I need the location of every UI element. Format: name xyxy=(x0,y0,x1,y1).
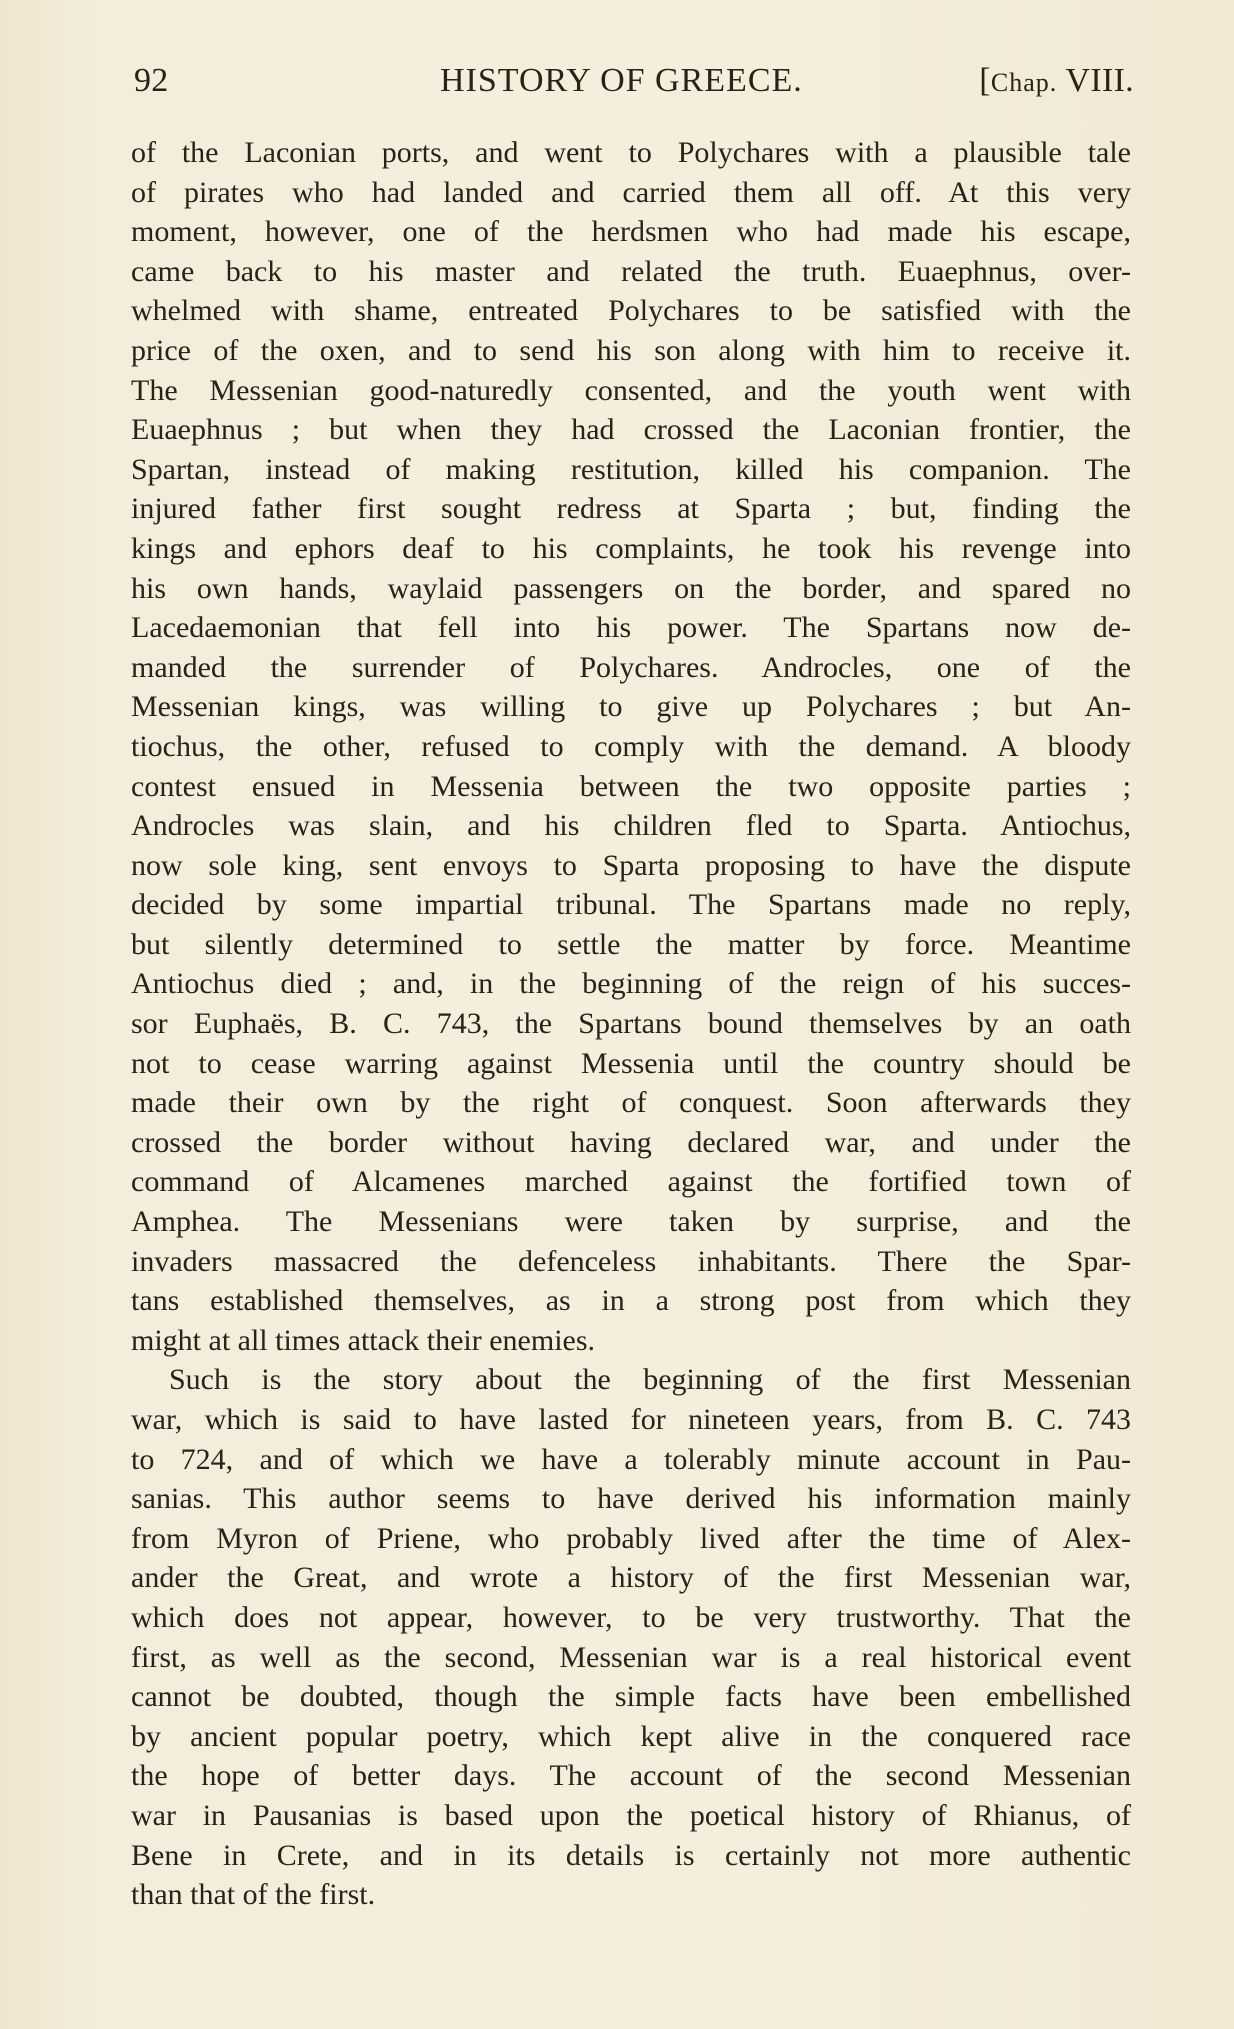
text-line: cannot be doubted, though the simple facts have been embellished xyxy=(131,1680,1131,1714)
paragraph xyxy=(131,133,1131,1360)
text-line: sanias. This author seems to have derived his information mainly xyxy=(131,1482,1131,1516)
text-line: manded the surrender of Polychares. Androcles, one of the xyxy=(131,650,1131,684)
text-line: price of the oxen, and to send his son along with him to receive it. xyxy=(131,333,1131,367)
text-line: came back to his master and related the truth. Euaephnus, over- xyxy=(131,254,1131,288)
chapter-bracket: [ xyxy=(979,62,991,99)
text-line: his own hands, waylaid passengers on the border, and spared no xyxy=(131,571,1131,605)
text-line: command of Alcamenes marched against the fortified town of xyxy=(131,1165,1131,1199)
text-line: by ancient popular poetry, which kept alive in the conquered race xyxy=(131,1719,1131,1753)
text-line: The Messenian good-naturedly consented, and the youth went with xyxy=(131,373,1131,407)
text-line: whelmed with shame, entreated Polychares to be satisfied with the xyxy=(131,294,1131,328)
text-line: sor Euphaës, B. C. 743, the Spartans bound themselves by an oath xyxy=(131,1007,1131,1041)
text-line: to 724, and of which we have a tolerably minute account in Pau- xyxy=(131,1442,1131,1476)
text-line: Such is the story about the beginning of the first Messenian xyxy=(169,1363,1131,1397)
text-line: made their own by the right of conquest. Soon afterwards they xyxy=(131,1086,1131,1120)
text-line: first, as well as the second, Messenian war is a real historical event xyxy=(131,1640,1131,1674)
text-line: Antiochus died ; and, in the beginning of the reign of his succes- xyxy=(131,967,1131,1001)
paragraph xyxy=(131,1360,1131,1914)
text-line: now sole king, sent envoys to Sparta proposing to have the dispute xyxy=(131,848,1131,882)
text-line: war, which is said to have lasted for nineteen years, from B. C. 743 xyxy=(131,1403,1131,1436)
text-line: kings and ephors deaf to his complaints, he took his revenge into xyxy=(131,531,1131,565)
text-line: Bene in Crete, and in its details is certainly not more authentic xyxy=(131,1838,1131,1872)
text-line: Messenian kings, was willing to give up Polychares ; but An- xyxy=(131,690,1131,724)
text-line: tiochus, the other, refused to comply with the demand. A bloody xyxy=(131,729,1131,763)
chapter-reference xyxy=(979,62,1134,100)
text-line: from Myron of Priene, who probably lived after the time of Alex- xyxy=(131,1521,1131,1555)
text-line: contest ensued in Messenia between the two opposite parties ; xyxy=(131,769,1131,803)
text-line: injured father first sought redress at Sparta ; but, finding the xyxy=(131,492,1131,526)
text-line: Euaephnus ; but when they had crossed the Laconian frontier, the xyxy=(131,413,1131,447)
text-line: tans established themselves, as in a strong post from which they xyxy=(131,1284,1131,1318)
text-line: crossed the border without having declared war, and under the xyxy=(131,1125,1131,1159)
chapter-number: VIII. xyxy=(1057,62,1134,99)
text-line: the hope of better days. The account of the second Messenian xyxy=(131,1759,1131,1793)
text-line: moment, however, one of the herdsmen who had made his escape, xyxy=(131,215,1131,249)
text-line: ander the Great, and wrote a history of the first Messenian war, xyxy=(131,1561,1131,1595)
text-line: not to cease warring against Messenia until the country should be xyxy=(131,1046,1131,1080)
page-number: 92 xyxy=(134,62,169,99)
text-line: might at all times attack their enemies. xyxy=(131,1323,596,1357)
text-line: of pirates who had landed and carried them all off. At this very xyxy=(131,175,1131,209)
text-line: but silently determined to settle the matter by force. Meantime xyxy=(131,927,1131,961)
text-line: which does not appear, however, to be very trustworthy. That the xyxy=(131,1600,1131,1634)
running-head xyxy=(134,62,1134,112)
text-line: Androcles was slain, and his children fled to Sparta. Antiochus, xyxy=(131,809,1131,843)
text-line: Amphea. The Messenians were taken by surprise, and the xyxy=(131,1205,1131,1239)
text-line: Spartan, instead of making restitution, killed his companion. The xyxy=(131,452,1131,486)
text-line: than that of the first. xyxy=(131,1878,376,1912)
text-line: Lacedaemonian that fell into his power. The Spartans now de- xyxy=(131,611,1131,645)
body-text xyxy=(131,133,1131,1915)
text-line: war in Pausanias is based upon the poetical history of Rhianus, of xyxy=(131,1798,1131,1832)
text-line: decided by some impartial tribunal. The Spartans made no reply, xyxy=(131,888,1131,922)
text-line: invaders massacred the defenceless inhabitants. There the Spar- xyxy=(131,1244,1131,1278)
chapter-word: Chap. xyxy=(990,68,1058,97)
text-line: of the Laconian ports, and went to Polychares with a plausible tale xyxy=(131,136,1131,169)
running-title: HISTORY OF GREECE. xyxy=(440,62,803,99)
